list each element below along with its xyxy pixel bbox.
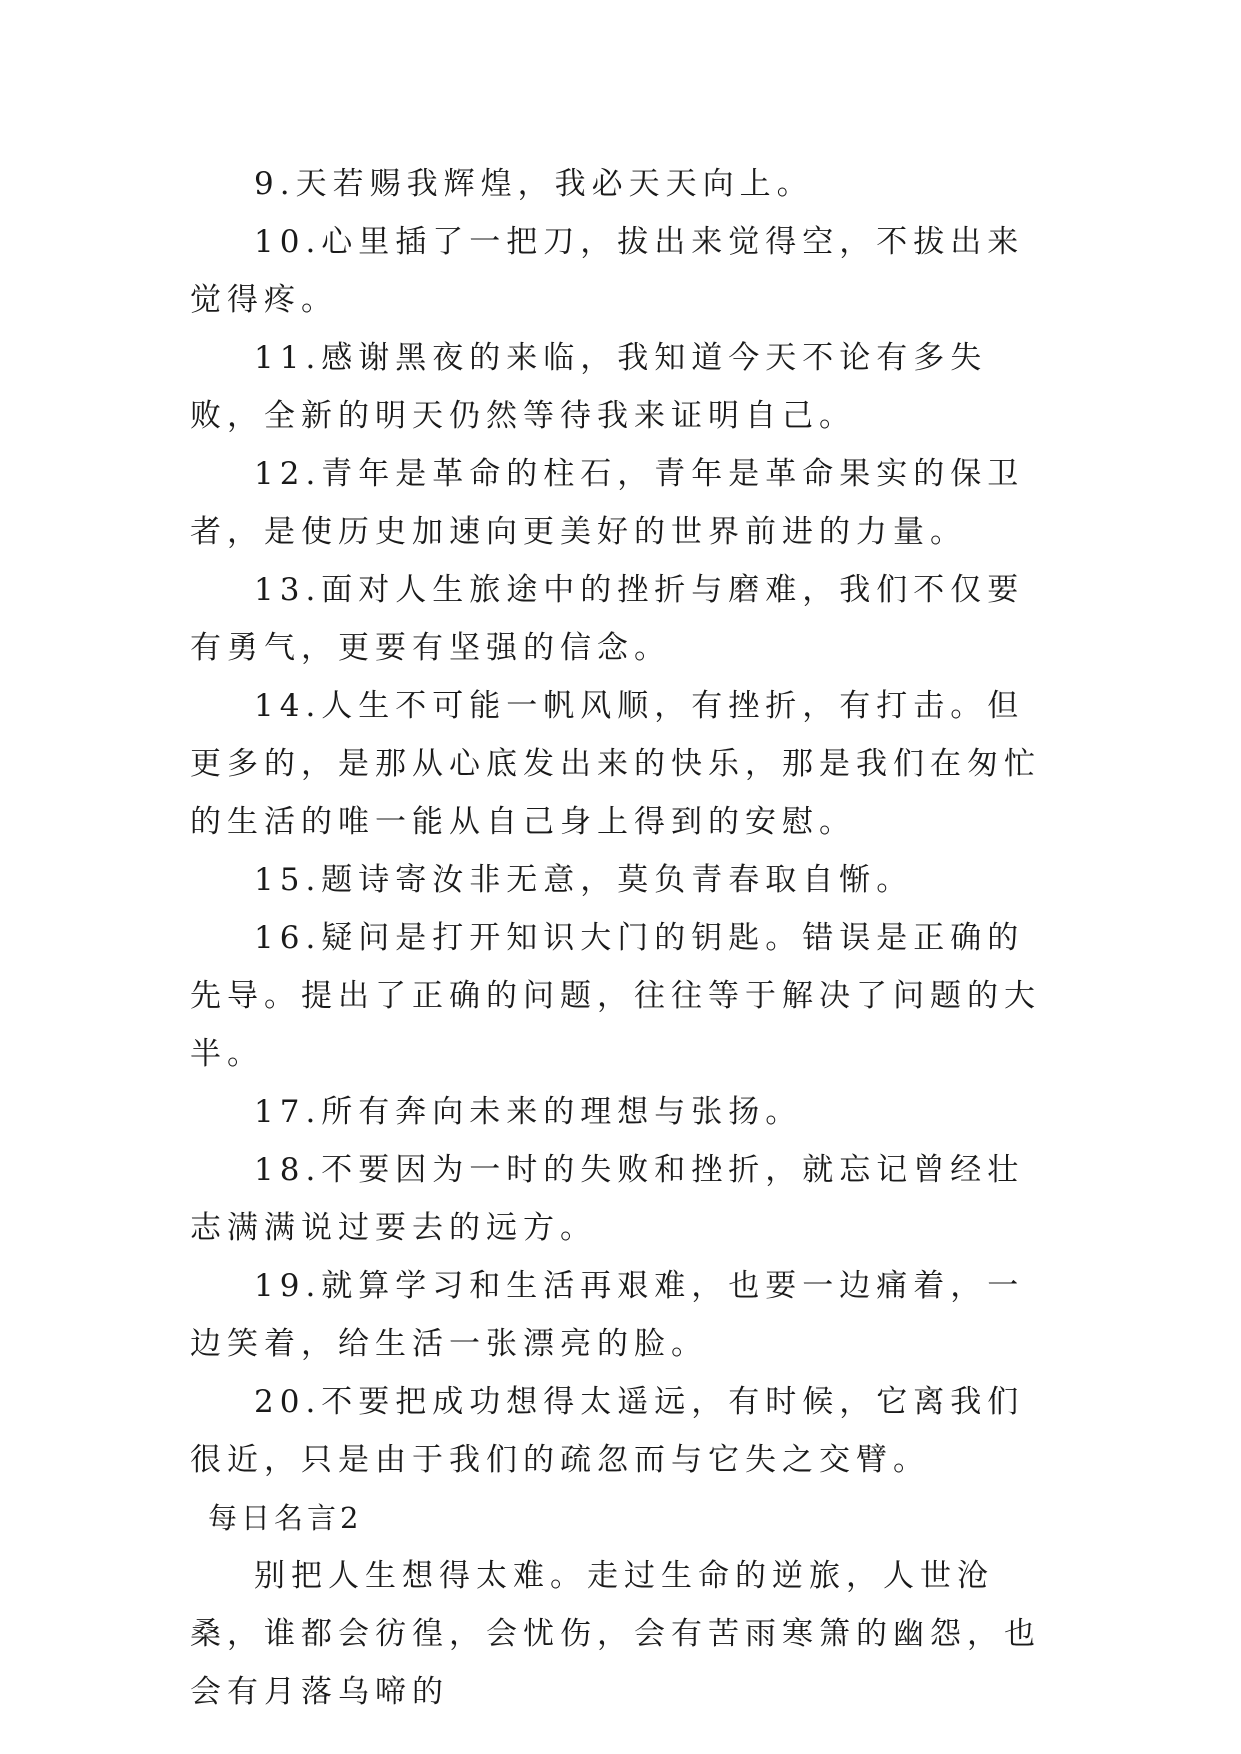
quote-paragraph: 19.就算学习和生活再艰难，也要一边痛着，一边笑着，给生活一张漂亮的脸。 xyxy=(190,1268,1025,1362)
quote-paragraph: 15.题诗寄汝非无意，莫负青春取自惭。 xyxy=(254,862,914,898)
quote-paragraph: 14.人生不可能一帆风顺，有挫折，有打击。但更多的，是那从心底发出来的快乐，那是我们在匆忙的生活的唯一能从自己身上得到的安慰。 xyxy=(190,688,1041,840)
quote-paragraph: 13.面对人生旅途中的挫折与磨难，我们不仅要有勇气，更要有坚强的信念。 xyxy=(190,572,1025,666)
quote-paragraph: 11.感谢黑夜的来临，我知道今天不论有多失败，全新的明天仍然等待我来证明自己。 xyxy=(190,340,988,434)
document-body xyxy=(190,155,1060,1721)
quote-paragraph: 16.疑问是打开知识大门的钥匙。错误是正确的先导。提出了正确的问题，往往等于解决了问题的大半。 xyxy=(190,920,1041,1072)
quote-paragraph: 12.青年是革命的柱石，青年是革命果实的保卫者，是使历史加速向更美好的世界前进的力量。 xyxy=(190,456,1025,550)
section-paragraph: 别把人生想得太难。走过生命的逆旅，人世沧桑，谁都会彷徨，会忧伤，会有苦雨寒箫的幽怨，也会有月落乌啼的 xyxy=(190,1558,1041,1710)
section-heading: 每日名言2 xyxy=(208,1501,363,1535)
quote-paragraph: 10.心里插了一把刀，拔出来觉得空，不拔出来觉得疼。 xyxy=(190,224,1025,318)
quote-paragraph: 20.不要把成功想得太遥远，有时候，它离我们很近，只是由于我们的疏忽而与它失之交臂。 xyxy=(190,1384,1025,1478)
quote-paragraph: 17.所有奔向未来的理想与张扬。 xyxy=(254,1094,803,1130)
quote-paragraph: 18.不要因为一时的失败和挫折，就忘记曾经壮志满满说过要去的远方。 xyxy=(190,1152,1025,1246)
quote-paragraph: 9.天若赐我辉煌，我必天天向上。 xyxy=(254,166,814,202)
